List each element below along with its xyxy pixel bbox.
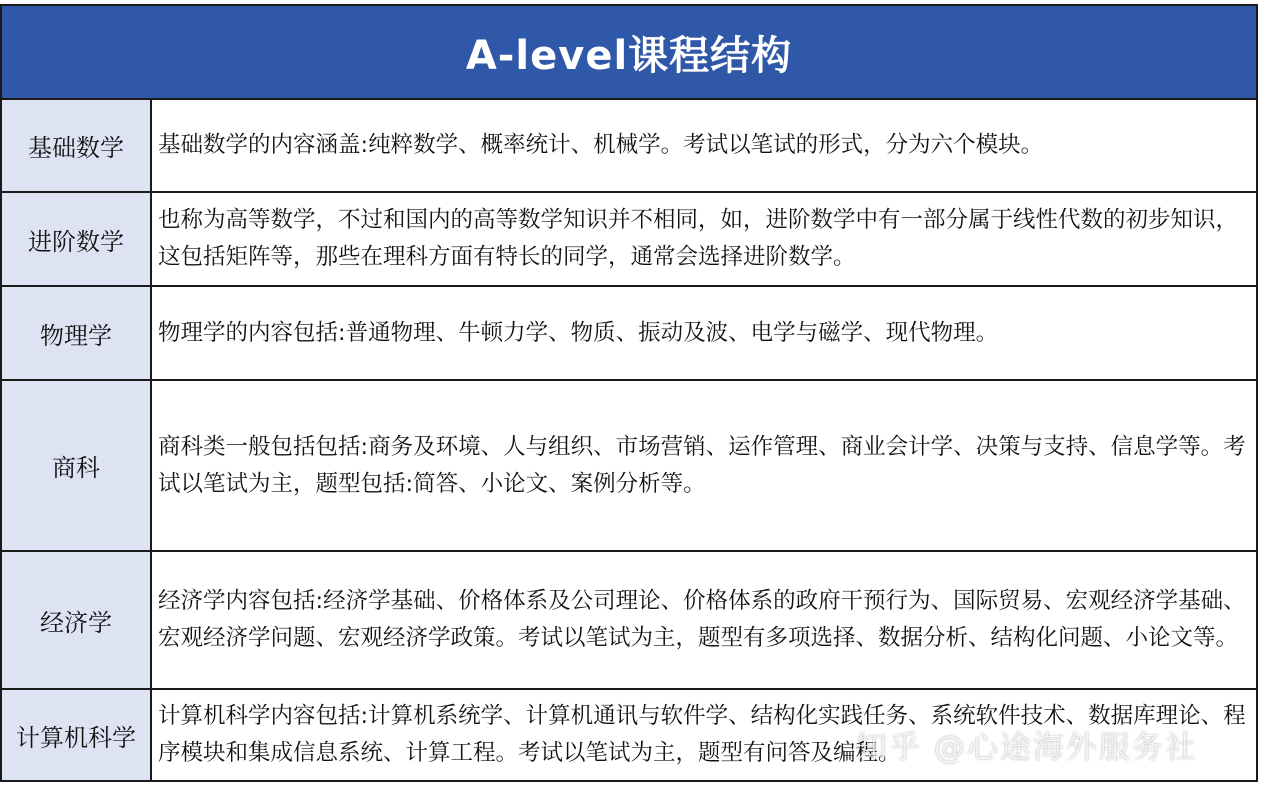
table-title-bar (2, 6, 1256, 100)
subject-description: 也称为高等数学，不过和国内的高等数学知识并不相同，如，进阶数学中有一部分属于线性代数的初步知识，这包括矩阵等，那些在理科方面有特长的同学，通常会选择进阶数学。 (158, 207, 1239, 270)
subject-label: 商科 (2, 381, 152, 550)
subject-label: 经济学 (2, 552, 152, 688)
subject-label: 物理学 (2, 287, 152, 379)
table-title: A-level课程结构 (465, 32, 793, 79)
subject-description: 经济学内容包括:经济学基础、价格体系及公司理论、价格体系的政府干预行为、国际贸易、宏观经济学基础、宏观经济学问题、宏观经济学政策。考试以笔试为主，题型有多项选择、数据分析、结构化问题、小论文等。 (158, 588, 1246, 651)
subject-description: 商科类一般包括包括:商务及环境、人与组织、市场营销、运作管理、商业会计学、决策与支持、信息学等。考试以笔试为主，题型包括:简答、小论文、案例分析等。 (158, 433, 1246, 497)
table-row-economics (2, 552, 1256, 690)
table-row-business (2, 381, 1256, 552)
subject-label: 计算机科学 (2, 690, 152, 780)
subject-description: 物理学的内容包括:普通物理、牛顿力学、物质、振动及波、电学与磁学、现代物理。 (158, 319, 999, 346)
subject-description: 基础数学的内容涵盖:纯粹数学、概率统计、机械学。考试以笔试的形式，分为六个模块。 (158, 132, 1044, 158)
table-row-computer-science (2, 690, 1256, 780)
subject-label: 基础数学 (2, 100, 152, 191)
table-row-basic-math (2, 100, 1256, 193)
table-row-further-math (2, 193, 1256, 287)
course-structure-table (0, 4, 1258, 782)
table-row-physics (2, 287, 1256, 381)
subject-label: 进阶数学 (2, 193, 152, 285)
zhihu-watermark: 知乎 @心途海外服务社 (856, 730, 1198, 766)
subject-description: 计算机科学内容包括:计算机系统学、计算机通讯与软件学、结构化实践任务、系统软件技术、数据库理论、程序模块和集成信息系统、计算工程。考试以笔试为主，题型有问答及编程。 (158, 703, 1246, 766)
